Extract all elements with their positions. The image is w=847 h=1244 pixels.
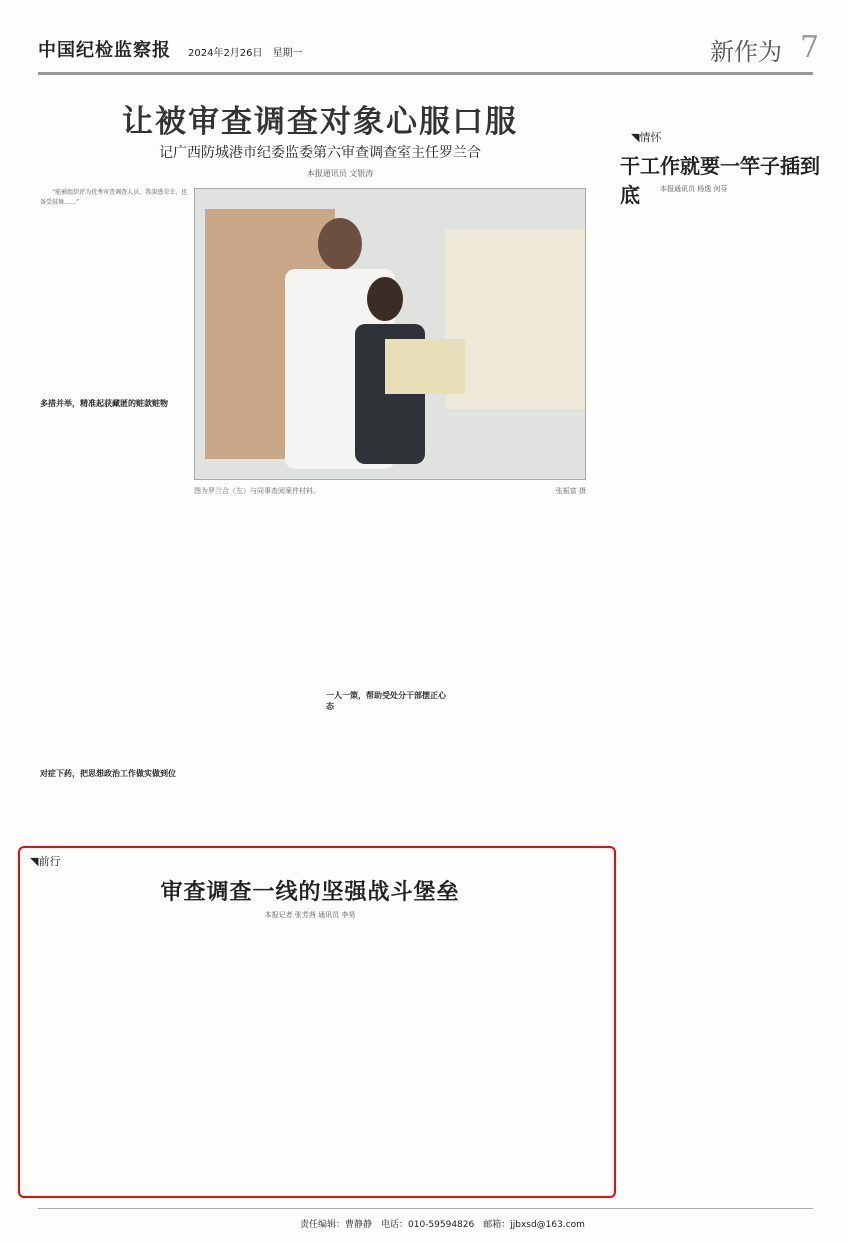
photo-credit: 张振富 摄 [555, 487, 586, 495]
flag-icon: ◥ [631, 131, 640, 144]
sidebar-tag [631, 129, 661, 145]
section-name: 新作为 [710, 38, 782, 66]
caption-text: 图为罗兰合（左）与同事查阅案件材料。 [194, 487, 320, 495]
article-photo [194, 188, 586, 480]
article-byline: 本报通讯员 文银涛 [306, 169, 374, 178]
body-text-col-3a [326, 500, 452, 680]
boxed-tag-label: 前行 [38, 855, 61, 868]
body-text-col-2 [194, 500, 320, 840]
boxed-body-col-4 [468, 930, 608, 1190]
boxed-body-col-3 [322, 930, 462, 1190]
sidebar-body-text [622, 200, 812, 1200]
sidebar-tag-label: 情怀 [639, 131, 662, 144]
sidebar-title: 干工作就要一竿子插到底 [620, 154, 820, 207]
page-number: 7 [800, 30, 820, 65]
subhead-2: 对症下药，把思想政治工作做实做到位 [40, 768, 176, 778]
boxed-title: 审查调查一线的坚强战斗堡垒 [160, 879, 460, 905]
masthead: 中国纪检监察报 [38, 40, 171, 61]
header-divider [38, 72, 813, 75]
subhead-1: 多措并举，精准起获藏匿的赃款赃物 [40, 398, 168, 408]
footer-info: 责任编辑：曹静静 电话：010-59594826 邮箱：jjbxsd@163.com [300, 1220, 585, 1230]
photo-caption [194, 486, 586, 496]
article-subtitle: 记广西防城港市纪委监委第六审查调查室主任罗兰合 [159, 145, 481, 161]
body-text-col-1c [40, 792, 190, 838]
page-header [38, 30, 820, 70]
photo-illustration [195, 189, 586, 480]
footer-divider [38, 1208, 813, 1209]
body-text-col-1a: “能被组织评为优秀审查调查人员，我深感荣幸，也备受鼓舞……” [40, 189, 188, 206]
body-text-col-1b [40, 422, 190, 752]
issue-date: 2024年2月26日 星期一 [188, 48, 303, 59]
boxed-body-col-1 [30, 930, 170, 1190]
body-text-col-3b [326, 715, 452, 840]
boxed-byline: 本报记者 张芳茜 通讯员 李昊 [264, 911, 356, 919]
flag-icon: ◥ [30, 855, 39, 868]
sidebar-byline: 本报通讯员 杨逸 何芬 [660, 185, 728, 193]
boxed-tag [30, 853, 60, 869]
article-title: 让被审查调查对象心服口服 [122, 104, 518, 140]
body-text-col-4 [458, 500, 608, 840]
boxed-body-col-2 [176, 930, 316, 1190]
subhead-3: 一人一策，帮助受处分干部摆正心态 [326, 690, 446, 711]
